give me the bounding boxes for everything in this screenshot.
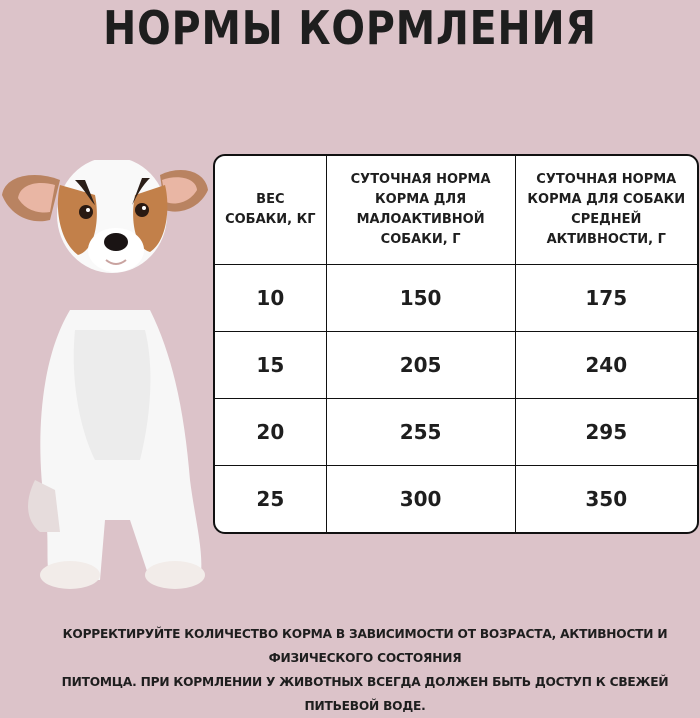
table-row [215,332,697,399]
low-activity-cell: 205 [327,332,516,399]
weight-cell: 25 [215,466,327,532]
footer-line-2: ПИТОМЦА. ПРИ КОРМЛЕНИИ У ЖИВОТНЫХ ВСЕГДА ДОЛЖЕН БЫТЬ ДОСТУП К СВЕЖЕЙ ПИТЬЕВОЙ ВОДЕ. [61,675,669,713]
medium-activity-cell: 175 [516,265,697,332]
feeding-norms-table [213,154,699,534]
footer-note [30,622,700,718]
low-activity-cell: 255 [327,399,516,466]
dog-illustration [0,160,215,590]
medium-activity-cell: 350 [585,487,628,511]
weight-cell: 10 [215,265,327,332]
footer-line-1: КОРРЕКТИРУЙТЕ КОЛИЧЕСТВО КОРМА В ЗАВИСИМОСТИ ОТ ВОЗРАСТА, АКТИВНОСТИ И ФИЗИЧЕСКОГО СОСТОЯНИЯ [62,627,668,665]
page-title: НОРМЫ КОРМЛЕНИЯ [103,1,597,55]
weight-cell: 20 [215,399,327,466]
header-weight: ВЕС СОБАКИ, КГ [215,156,327,265]
weight-cell: 15 [215,332,327,399]
low-activity-cell: 150 [327,265,516,332]
header-medium-activity: СУТОЧНАЯ НОРМА КОРМА ДЛЯ СОБАКИ СРЕДНЕЙ АКТИВНОСТИ, Г [516,156,697,265]
table-row [215,399,697,466]
medium-activity-cell: 240 [516,332,697,399]
low-activity-cell: 300 [327,466,516,532]
header-low-activity: СУТОЧНАЯ НОРМА КОРМА ДЛЯ МАЛОАКТИВНОЙ СОБАКИ, Г [327,156,516,265]
table-header-row [215,156,697,265]
medium-activity-cell: 295 [516,399,697,466]
table-row [215,265,697,332]
table-row [215,466,697,532]
